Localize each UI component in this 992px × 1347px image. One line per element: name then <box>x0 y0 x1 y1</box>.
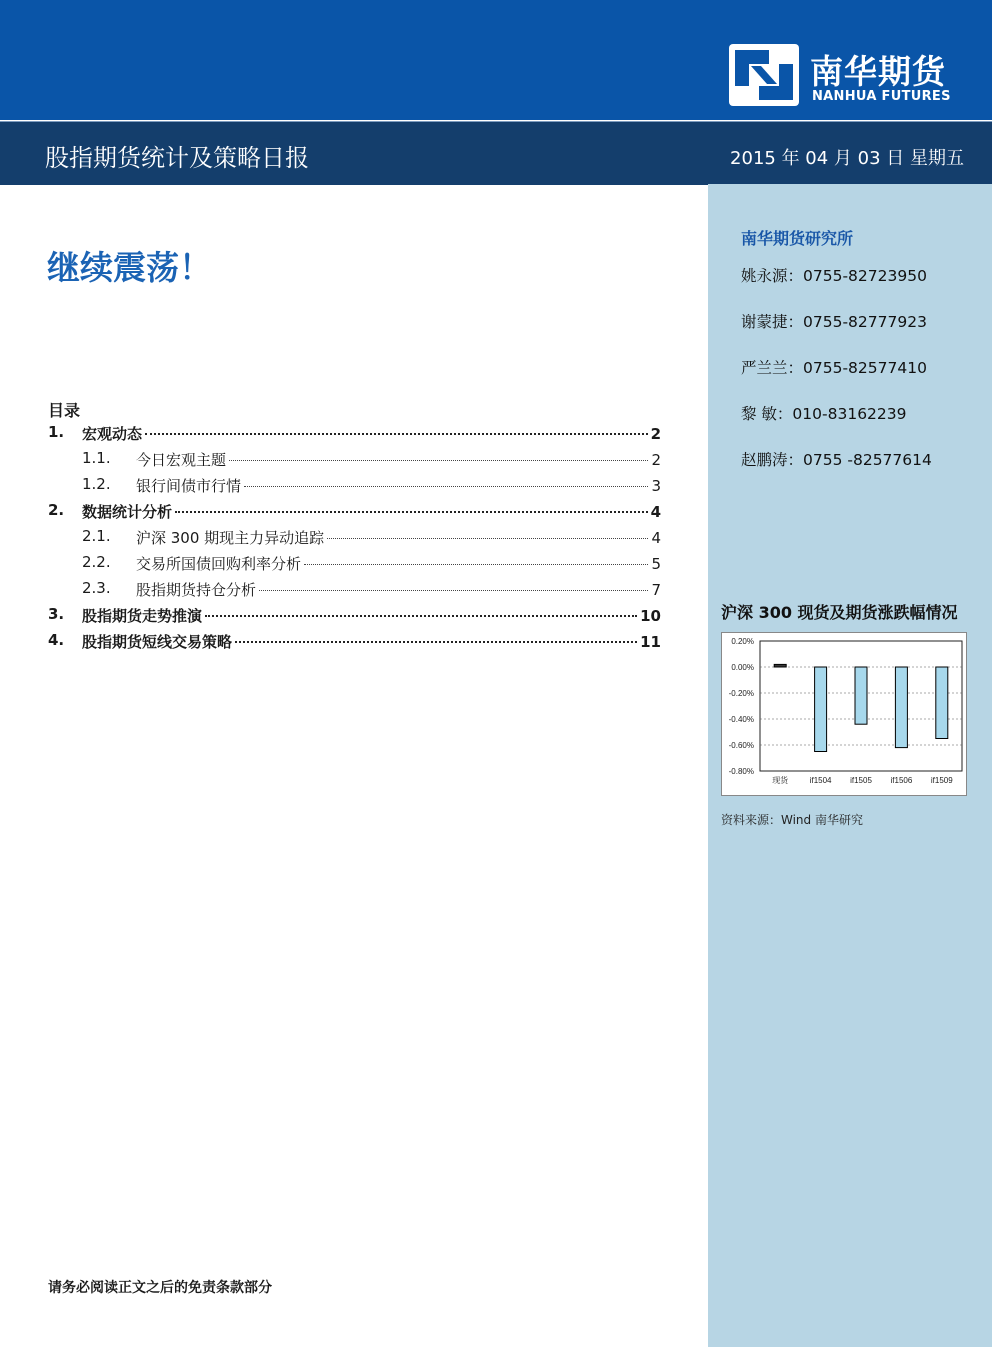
contact-item: 赵鹏涛：0755 -82577614 <box>741 451 932 469</box>
toc-item-number: 3. <box>48 605 65 623</box>
nanhua-logo-icon <box>729 44 799 106</box>
toc-item[interactable] <box>48 423 661 445</box>
toc-item-page: 10 <box>640 607 661 625</box>
toc-leader-dots <box>235 641 637 643</box>
toc-item[interactable] <box>48 501 661 523</box>
toc-item-number: 2.1. <box>82 527 111 545</box>
toc-item-page: 3 <box>651 477 661 495</box>
toc-item-page: 11 <box>640 633 661 651</box>
toc-leader-dots <box>244 486 648 487</box>
toc-heading: 目录 <box>48 401 81 420</box>
contact-item: 黎 敏：010-83162239 <box>741 405 907 423</box>
toc-item-number: 4. <box>48 631 65 649</box>
chart-source: 资料来源：Wind 南华研究 <box>721 813 863 827</box>
toc-leader-dots <box>327 538 648 539</box>
chart-bar <box>936 667 948 739</box>
headline: 继续震荡！ <box>47 248 212 287</box>
toc-item[interactable] <box>48 475 661 497</box>
toc-item-label: 今日宏观主题 <box>136 451 227 469</box>
y-tick-label: -0.80% <box>728 767 754 776</box>
toc-item-number: 1. <box>48 423 65 441</box>
disclaimer: 请务必阅读正文之后的免责条款部分 <box>48 1280 272 1296</box>
toc-item[interactable] <box>48 631 661 653</box>
contact-item: 姚永源：0755-82723950 <box>741 267 927 285</box>
x-tick-label: if1509 <box>930 776 953 785</box>
chart-frame <box>721 632 967 796</box>
x-tick-label: if1506 <box>890 776 913 785</box>
chart-title: 沪深 300 现货及期货涨跌幅情况 <box>721 603 958 622</box>
toc-item[interactable] <box>48 553 661 575</box>
y-tick-label: -0.20% <box>728 689 754 698</box>
report-title: 股指期货统计及策略日报 <box>45 144 309 172</box>
toc-leader-dots <box>145 433 648 435</box>
toc-item-number: 2.2. <box>82 553 111 571</box>
toc-leader-dots <box>304 564 648 565</box>
chart-bar <box>895 667 907 748</box>
toc-leader-dots <box>259 590 648 591</box>
toc-item-number: 2.3. <box>82 579 111 597</box>
y-tick-label: 0.20% <box>731 637 754 646</box>
contact-item: 严兰兰：0755-82577410 <box>741 359 927 377</box>
toc-item-number: 1.2. <box>82 475 111 493</box>
toc-item-label: 股指期货走势推演 <box>82 607 203 625</box>
report-date: 2015 年 04 月 03 日 星期五 <box>730 148 964 169</box>
toc-item-number: 1.1. <box>82 449 111 467</box>
y-tick-label: -0.40% <box>728 715 754 724</box>
toc-leader-dots <box>175 511 648 513</box>
toc-item[interactable] <box>48 579 661 601</box>
contact-item: 谢蒙捷：0755-82777923 <box>741 313 927 331</box>
toc-item-number: 2. <box>48 501 65 519</box>
toc-item-page: 4 <box>650 503 661 521</box>
toc-item-page: 2 <box>650 425 661 443</box>
report-header-bar <box>0 121 992 185</box>
toc-item-page: 2 <box>651 451 661 469</box>
toc-item-label: 数据统计分析 <box>82 503 173 521</box>
toc-leader-dots <box>205 615 637 617</box>
sidebar <box>708 184 992 1347</box>
toc-item[interactable] <box>48 605 661 627</box>
toc-item-label: 交易所国债回购利率分析 <box>136 555 302 573</box>
chart-bar <box>774 664 786 667</box>
institute-name: 南华期货研究所 <box>741 229 854 248</box>
toc-item-label: 银行间债市行情 <box>136 477 242 495</box>
toc-item[interactable] <box>48 449 661 471</box>
bar-chart <box>722 633 966 795</box>
toc-item-label: 股指期货短线交易策略 <box>82 633 233 651</box>
x-tick-label: if1505 <box>850 776 872 785</box>
toc-item-label: 沪深 300 期现主力异动追踪 <box>136 529 325 547</box>
x-tick-label: 现货 <box>772 776 789 785</box>
chart-bar <box>815 667 827 752</box>
toc-leader-dots <box>229 460 648 461</box>
toc-item-page: 5 <box>651 555 661 573</box>
toc-item-page: 4 <box>651 529 661 547</box>
brand-name-cn: 南华期货 <box>810 52 946 91</box>
toc-item[interactable] <box>48 527 661 549</box>
brand-name-en: NANHUA FUTURES <box>812 89 951 104</box>
toc-item-label: 股指期货持仓分析 <box>136 581 257 599</box>
chart-bar <box>855 667 867 724</box>
toc-item-page: 7 <box>651 581 661 599</box>
toc-item-label: 宏观动态 <box>82 425 143 443</box>
top-banner <box>0 0 992 120</box>
y-tick-label: -0.60% <box>728 741 754 750</box>
y-tick-label: 0.00% <box>731 663 754 672</box>
x-tick-label: if1504 <box>809 776 832 785</box>
